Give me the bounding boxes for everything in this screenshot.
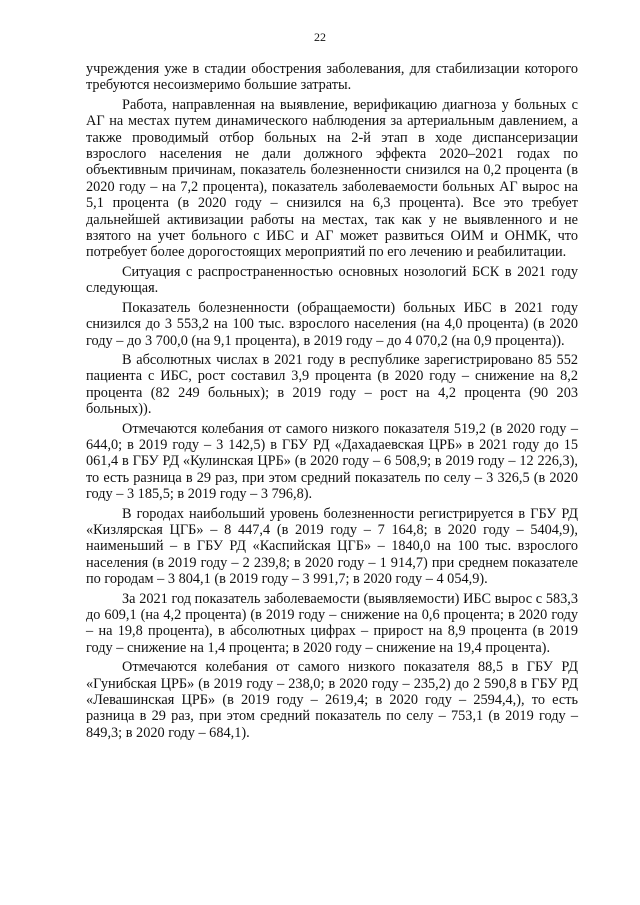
paragraph-rural-variation: Отмечаются колебания от самого низкого показателя 519,2 (в 2020 году – 644,0; в 2019 году – 3 142,5) в ГБУ РД «Дахадаевская ЦРБ» в 2021 году до 15 061,4 в ГБУ РД «Кулинская ЦРБ» (в 2020 году – 6 508,9; в 2019 году – 12 226,3), то есть разница в 29 раз, при этом средний показатель по селу – 3 326,5 (в 2020 году – 3 185,5; в 2019 году – 3 796,8). (86, 420, 578, 503)
paragraph-incidence-variation: Отмечаются колебания от самого низкого показателя 88,5 в ГБУ РД «Гунибская ЦРБ» (в 2019 году – 238,0; в 2020 году – 235,2) до 2 590,8 в ГБУ РД «Левашинская ЦРБ» (в 2019 году – 2619,4; в 2020 году – 2594,4,), то есть разница в 29 раз, при этом средний показатель по селу – 753,1 (в 2019 году – 849,3; в 2020 году – 684,1). (86, 659, 578, 741)
paragraph-ibs-incidence: За 2021 год показатель заболеваемости (выявляемости) ИБС вырос с 583,3 до 609,1 (на 4,2 процента) (в 2019 году – снижение на 0,6 процента; в 2020 году – на 19,8 процента), в абсолютных цифрах – прирост на 8,9 процента (в 2019 году – снижение на 1,4 процента; в 2020 году – снижение на 19,4 процента). (86, 590, 578, 656)
page-number: 22 (314, 30, 326, 44)
paragraph-bsk-situation: Ситуация с распространенностью основных нозологий БСК в 2021 году следующая. (86, 263, 578, 297)
paragraph-urban-level: В городах наибольший уровень болезненности регистрируется в ГБУ РД «Кизлярская ЦГБ» – 8 447,4 (в 2019 году – 7 164,8; в 2020 году – 5404,9), наименьший – в ГБУ РД «Каспийская ЦГБ» – 1840,0 на 100 тыс. взрослого населения (в 2019 году – 2 239,8; в 2020 году – 1 914,7) при среднем показателе по городам – 3 804,1 (в 2019 году – 3 991,7; в 2020 году – 4 054,9). (86, 505, 578, 588)
paragraph-continuation: учреждения уже в стадии обострения заболевания, для стабилизации которого требуются несоизмеримо большие затраты. (86, 61, 578, 94)
paragraph-ibs-prevalence: Показатель болезненности (обращаемости) больных ИБС в 2021 году снизился до 3 553,2 на 100 тыс. взрослого населения (на 4,0 процента) (в 2020 году – до 3 700,0 (на 9,1 процента), в 2019 году – до 4 070,2 (на 0,9 процента)). (86, 299, 578, 349)
paragraph-ibs-absolute: В абсолютных числах в 2021 году в республике зарегистрировано 85 552 пациента с ИБС, рост составил 3,9 процента (в 2020 году – снижение на 8,2 процента (82 249 больных); в 2019 году – рост на 4,2 процента (90 203 больных)). (86, 351, 578, 418)
paragraph-ag-detection: Работа, направленная на выявление, верификацию диагноза у больных с АГ на местах путем динамического наблюдения за артериальным давлением, а также проводимый отбор больных на 2-й этап в ходе диспансеризации взрослого населения не дали должного эффекта 2020–2021 годах по объективным причинам, показатель болезненности снизился на 0,2 процента (в 2020 году – на 7,2 процента), показатель заболеваемости больных АГ вырос на 5,1 процента (в 2020 году – снизился на 6,3 процента). Все это требует дальнейшей активизации работы на местах, так как у не выявленного и не взятого на учет больного с ИБС и АГ может развиться ОИМ и ОНМК, что потребует более дорогостоящих мероприятий по его лечению и реабилитации. (86, 96, 578, 261)
body-text (86, 61, 578, 744)
